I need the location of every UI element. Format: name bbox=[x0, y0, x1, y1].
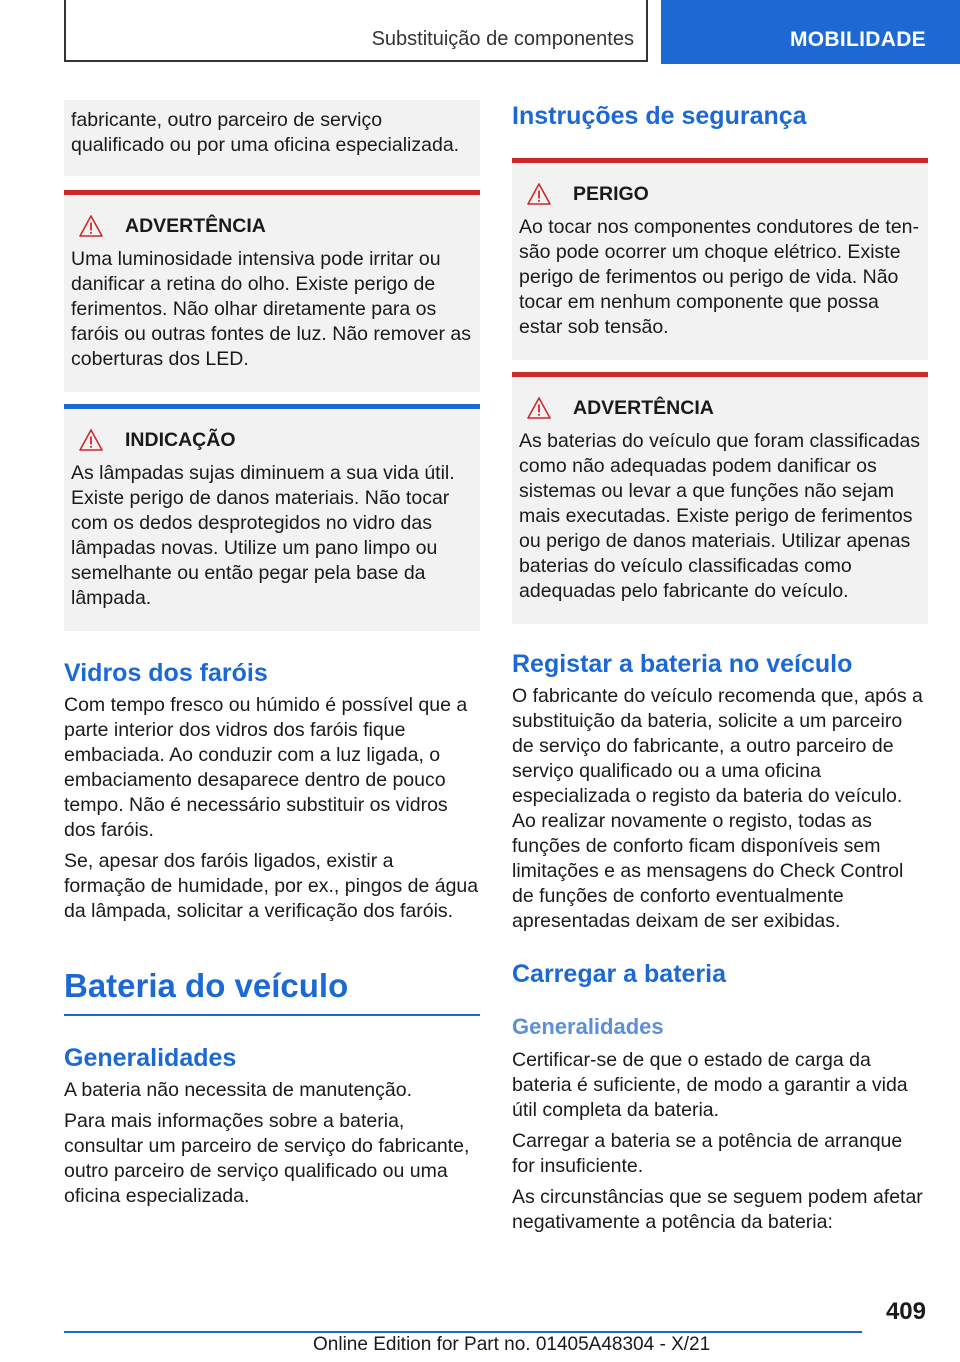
notice-title bbox=[71, 425, 473, 455]
carregar-paragraph-2: Carregar a bateria se a potência de arranque for insuficiente. bbox=[512, 1130, 903, 1177]
warning-2-title-label: ADVERTÊNCIA bbox=[573, 396, 714, 419]
vidros-paragraph-1: Com tempo fresco ou húmido é possível que a parte interior dos vidros dos faróis fique embaciada. Ao conduzir com a luz ligada, o embaciamento desaparece dentro de pouco tempo. Não é necessário substituir os vidros dos faróis. bbox=[64, 694, 468, 841]
notice-text: As lâmpadas sujas diminuem a sua vida útil. Existe perigo de danos materiais. Não tocar com os dedos desprotegidos no vidro das lâmpadas novas. Utilize um pano limpo ou semelhante ou então pegar pela base da lâmpada. bbox=[71, 462, 455, 609]
section-title: Substituição de componentes bbox=[371, 28, 634, 50]
warning-triangle-icon bbox=[79, 215, 103, 237]
warning-text: Uma luminosidade intensiva pode irritar ou danificar a retina do olho. Existe perigo de ferimentos. Não olhar diretamente para os faróis ou outras fontes de luz. Não remover as coberturas dos LED. bbox=[71, 248, 471, 370]
bateria-generalidades-heading: Generalidades bbox=[64, 1044, 237, 1072]
safety-heading: Instruções de segurança bbox=[512, 102, 807, 130]
danger-title-label: PERIGO bbox=[573, 182, 649, 205]
carregar-paragraph-3: As circunstâncias que se seguem podem afetar negativamente a potência da bateria: bbox=[512, 1186, 923, 1233]
header-section-frame bbox=[64, 0, 648, 62]
warning-box bbox=[64, 190, 480, 392]
chapter-tab[interactable] bbox=[661, 0, 960, 64]
warning-2-title bbox=[519, 393, 921, 423]
bateria-heading: Bateria do veículo bbox=[64, 964, 480, 1016]
registar-text: O fabricante do veículo recomenda que, após a substituição da bateria, solicite a um parceiro de serviço do fabricante, a outro parceiro de serviço qualificado ou a uma oficina especializada o registo da bateria do veículo. Ao realizar novamente o registo, todas as funções de conforto ficam disponíveis sem limitações e as mensagens do Check Control de funções de conforto eventualmente apresentadas deixam de ser exibidas. bbox=[512, 685, 923, 932]
warning-triangle-icon bbox=[527, 397, 551, 419]
warning-2-text: As baterias do veículo que foram classificadas como não adequadas podem danificar os sistemas ou levar a que funções não sejam mais executadas. Existe perigo de ferimentos ou perigo de danos materiais. Utilizar apenas baterias do veículo classificadas como adequadas pelo fabricante do veículo. bbox=[519, 430, 921, 602]
intro-text: fabricante, outro parceiro de serviço qualificado ou por uma oficina especializada. bbox=[71, 109, 460, 156]
warning-title-label: ADVERTÊNCIA bbox=[125, 214, 266, 237]
left-column bbox=[64, 100, 480, 1215]
warning-title bbox=[71, 211, 473, 241]
notice-box bbox=[64, 404, 480, 631]
danger-title bbox=[519, 179, 921, 209]
bateria-paragraph-1: A bateria não necessita de manutenção. bbox=[64, 1079, 412, 1101]
carregar-heading: Carregar a bateria bbox=[512, 960, 727, 988]
warning-triangle-icon bbox=[79, 429, 103, 451]
carregar-paragraph-1: Certificar-se de que o estado de carga da bateria é suficiente, de modo a garantir a vida útil completa da bateria. bbox=[512, 1049, 908, 1121]
intro-box bbox=[64, 100, 480, 176]
bateria-paragraph-2: Para mais informações sobre a bateria, consultar um parceiro de serviço do fabricante, outro parceiro de serviço qualificado ou uma oficina especializada. bbox=[64, 1110, 470, 1207]
danger-box bbox=[512, 158, 928, 360]
registar-heading: Registar a bateria no veículo bbox=[512, 650, 853, 678]
page-number: 409 bbox=[885, 1298, 926, 1325]
footer-divider bbox=[64, 1331, 862, 1333]
edition-text: Online Edition for Part no. 01405A48304 - X/21 bbox=[313, 1334, 711, 1355]
warning-triangle-icon bbox=[527, 183, 551, 205]
vidros-heading: Vidros dos faróis bbox=[64, 659, 268, 687]
vidros-paragraph-2: Se, apesar dos faróis ligados, existir a formação de humidade, por ex., pingos de água da lâmpada, solicitar a verificação dos faróis. bbox=[64, 850, 479, 922]
danger-text: Ao tocar nos componentes condutores de tensão pode ocorrer um choque elétrico. Existe perigo de ferimentos ou perigo de vida. Não tocar em nenhum componente que possa estar sob tensão. bbox=[519, 216, 920, 338]
chapter-tab-label: MOBILIDADE bbox=[790, 28, 926, 51]
notice-title-label: INDICAÇÃO bbox=[125, 428, 236, 451]
right-column bbox=[512, 100, 928, 1241]
warning-box-2 bbox=[512, 372, 928, 624]
carregar-generalidades-heading: Generalidades bbox=[512, 1014, 664, 1039]
